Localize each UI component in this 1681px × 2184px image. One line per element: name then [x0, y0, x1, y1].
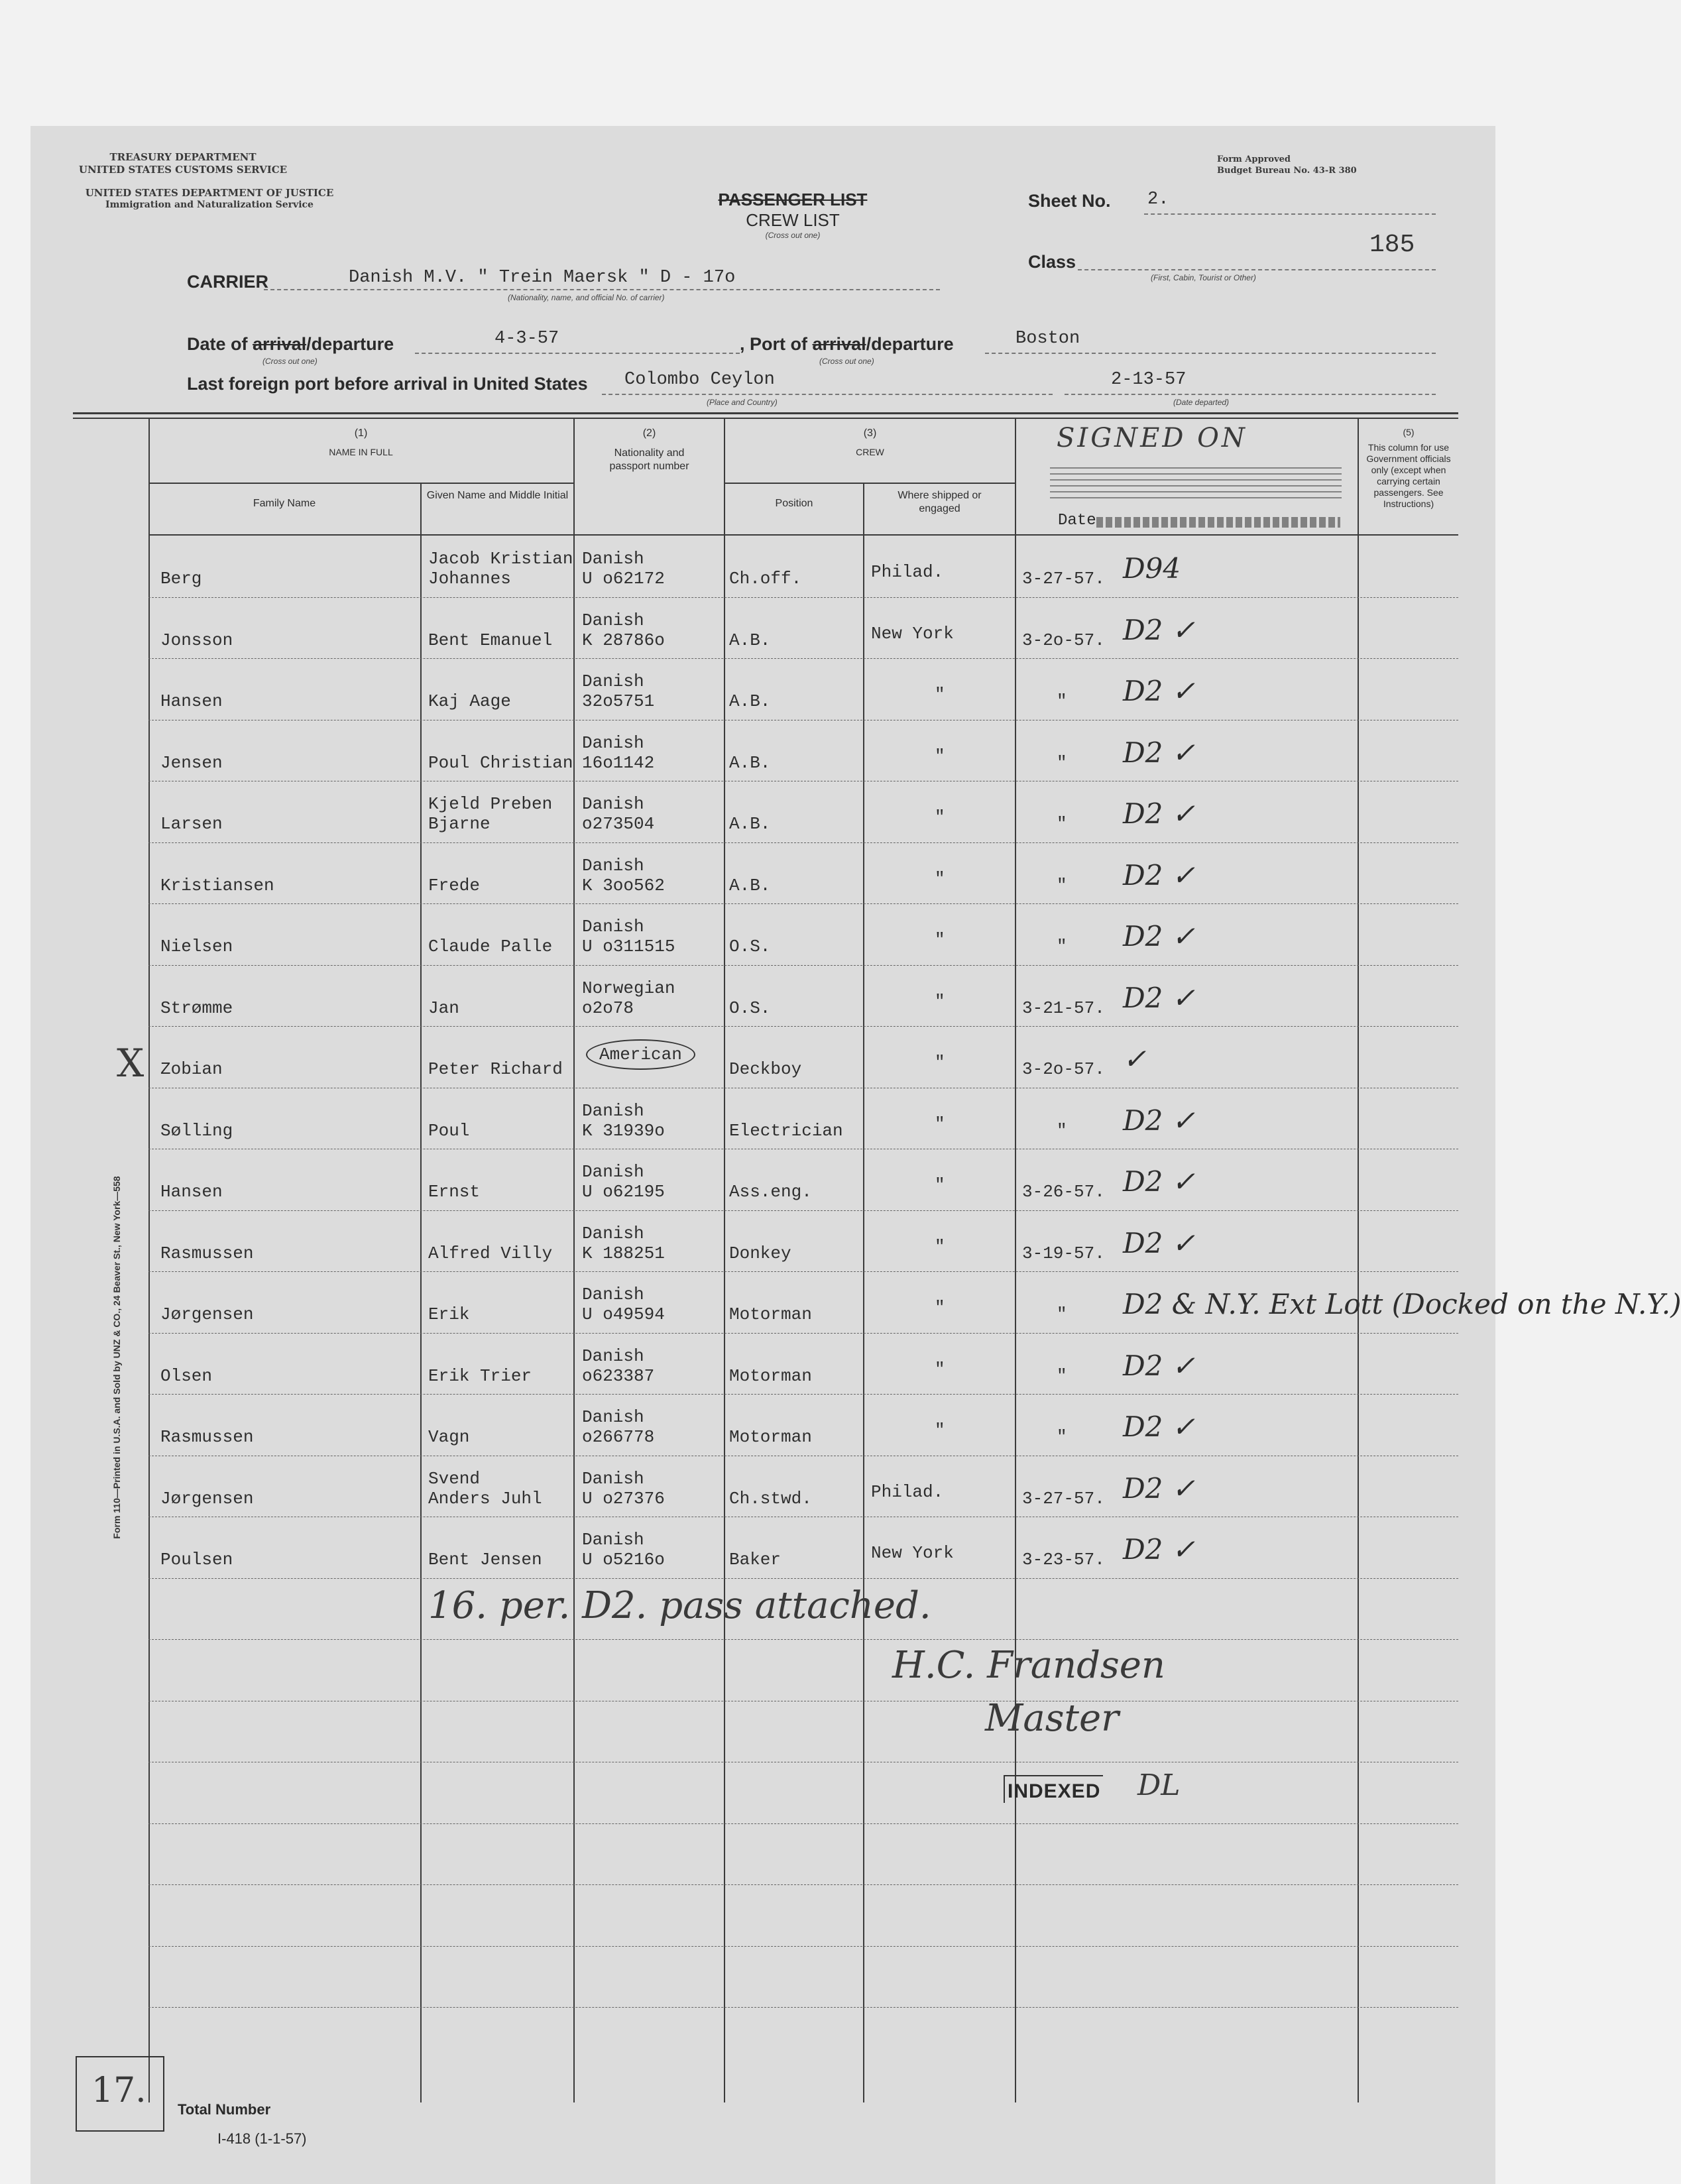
form-code: I-418 (1-1-57): [217, 2130, 307, 2147]
carrier-hint: (Nationality, name, and official No. of carrier): [508, 293, 665, 302]
family-name: Kristiansen: [160, 875, 274, 895]
d2-mark: D2 ✓: [1123, 1226, 1195, 1259]
table-row: [148, 1271, 1681, 1333]
row-divider: [148, 1823, 1458, 1824]
table-row: [148, 1088, 1458, 1149]
table-row: [148, 536, 1458, 597]
col1-num: (1): [354, 428, 368, 439]
date-line: [415, 353, 740, 354]
col2-num: (2): [642, 428, 656, 439]
budget-bureau-text: Budget Bureau No. 43-R 380: [1217, 166, 1357, 176]
signed-on-date: 3-23-57.: [1022, 1550, 1105, 1570]
nationality-passport: U o62195: [582, 1182, 665, 1202]
col4-struck-text: [1050, 463, 1342, 498]
col4-date-struck: [1096, 517, 1340, 528]
d2-mark: D2 ✓: [1123, 1104, 1195, 1137]
signed-on-date: 3-2o-57.: [1022, 1059, 1105, 1079]
given-name: Bjarne: [428, 814, 491, 834]
sheet-line: [1144, 213, 1436, 215]
table-row: [148, 720, 1458, 781]
crew-position: Motorman: [729, 1365, 812, 1386]
date-departed-value: 2-13-57: [1111, 370, 1187, 390]
agency-header-justice: [37, 187, 382, 211]
nationality-passport: o623387: [582, 1365, 655, 1386]
crew-position: A.B.: [729, 752, 771, 773]
col4-date-label: Date: [1058, 512, 1096, 530]
position-header: Position: [775, 498, 813, 509]
last-port-label: Last foreign port before arrival in United States: [187, 374, 588, 394]
col2-title: Nationality and passport number: [609, 447, 689, 472]
where-shipped: ": [935, 930, 945, 950]
last-port-line: [602, 394, 1053, 395]
last-port-value: Colombo Ceylon: [624, 370, 775, 390]
sheet-value: 2.: [1147, 190, 1169, 209]
d2-mark: D2 ✓: [1123, 920, 1195, 952]
where-shipped: New York: [871, 1543, 954, 1563]
table-row: [148, 965, 1458, 1027]
crew-position: Deckboy: [729, 1059, 802, 1079]
date-label-suffix: /departure: [306, 334, 394, 354]
signed-on-date: ": [1057, 1427, 1067, 1447]
signed-on-date: 3-2o-57.: [1022, 630, 1105, 650]
family-name: Rasmussen: [160, 1427, 254, 1447]
header-rule-1: [73, 412, 1458, 414]
crew-position: A.B.: [729, 875, 771, 895]
port-label-prefix: Port of: [750, 334, 808, 354]
signed-on-date: ": [1057, 1365, 1067, 1386]
crew-list-title: CREW LIST: [746, 210, 840, 230]
crew-position: Ass.eng.: [729, 1182, 812, 1202]
d2-mark: D2 ✓: [1123, 981, 1195, 1014]
nationality-passport: Danish: [582, 1285, 644, 1304]
where-shipped: ": [935, 685, 945, 705]
nationality-passport: Danish: [582, 610, 644, 630]
where-shipped: ": [935, 746, 945, 766]
date-value: 4-3-57: [494, 329, 559, 349]
signed-on-date: ": [1057, 1120, 1067, 1141]
nationality-passport: 32o5751: [582, 691, 655, 711]
nationality-passport: Danish: [582, 1407, 644, 1427]
table-row: [148, 1210, 1458, 1272]
signed-on-date: ": [1057, 937, 1067, 956]
crew-rows: [148, 536, 1681, 2102]
date-departed-hint: (Date departed): [1173, 398, 1230, 407]
nationality-passport: U o5216o: [582, 1550, 665, 1570]
given-name: Svend: [428, 1468, 481, 1489]
nationality-passport: o273504: [582, 814, 655, 834]
nationality-passport: K 28786o: [582, 630, 665, 650]
where-shipped: ": [935, 868, 945, 889]
form-approved-text: Form Approved: [1217, 154, 1291, 164]
nationality-passport: Danish: [582, 1162, 644, 1182]
d2-mark: D2 ✓: [1123, 797, 1195, 830]
crew-position: Ch.stwd.: [729, 1488, 812, 1509]
port-label: , Port of arrival/departure: [740, 334, 954, 354]
where-shipped: ": [935, 1175, 945, 1195]
where-shipped: Philad.: [871, 1481, 944, 1502]
master-signature: H.C. Frandsen: [892, 1644, 1165, 1687]
side-print-container: [110, 1061, 123, 1657]
where-shipped: ": [935, 1114, 945, 1134]
stamp-number: 185: [1369, 231, 1415, 259]
family-name: Strømme: [160, 998, 233, 1018]
margin-x-mark: X: [117, 1041, 145, 1086]
where-shipped-header: Where shipped or engaged: [898, 490, 982, 514]
col5-num: (5): [1403, 427, 1415, 437]
port-value: Boston: [1015, 329, 1080, 349]
crew-position: A.B.: [729, 630, 771, 650]
nationality-passport: Danish: [582, 1346, 644, 1366]
port-label-struck: arrival: [812, 334, 866, 354]
nationality-passport: Danish: [582, 1530, 644, 1550]
signed-on-date: ": [1057, 691, 1067, 711]
date-departed-line: [1065, 394, 1436, 395]
where-shipped: ": [935, 1236, 945, 1257]
form-approved: [1217, 154, 1357, 176]
crew-position: Baker: [729, 1550, 782, 1570]
class-label: Class: [1028, 252, 1076, 272]
crew-table: [148, 419, 1681, 2102]
table-row: [148, 1456, 1458, 1517]
nationality-passport: 16o1142: [582, 752, 655, 773]
crew-position: O.S.: [729, 937, 771, 956]
place-hint: (Place and Country): [707, 398, 778, 407]
signed-on-date: 3-27-57.: [1022, 569, 1105, 589]
given-name: Bent Emanuel: [428, 630, 553, 650]
family-name: Hansen: [160, 1182, 223, 1202]
nationality-passport: Danish: [582, 671, 644, 691]
list-title-block: [693, 190, 892, 240]
signed-on-date: 3-19-57.: [1022, 1243, 1105, 1263]
table-row: [148, 1333, 1458, 1395]
col1-title: NAME IN FULL: [329, 447, 393, 457]
crew-position: Electrician: [729, 1120, 843, 1141]
total-number-value: 17.: [91, 2071, 146, 2110]
family-name: Jensen: [160, 752, 223, 773]
given-name: Poul: [428, 1120, 470, 1141]
port-label-suffix: /departure: [866, 334, 954, 354]
carrier-line: [264, 289, 940, 290]
agency-line-2: UNITED STATES CUSTOMS SERVICE: [78, 164, 288, 176]
port-line: [985, 353, 1436, 354]
crew-position: A.B.: [729, 814, 771, 834]
table-row: [148, 597, 1458, 659]
port-cross-out-hint: (Cross out one): [819, 357, 874, 366]
given-name: Ernst: [428, 1182, 481, 1202]
given-name: Vagn: [428, 1427, 470, 1447]
given-name: Bent Jensen: [428, 1550, 542, 1570]
family-name: Berg: [160, 569, 202, 589]
nationality-passport: U o27376: [582, 1488, 665, 1509]
side-print: Form 110—Printed in U.S.A. and Sold by UNZ & CO., 24 Beaver St., New York—558: [111, 1176, 122, 1539]
given-name: Kaj Aage: [428, 691, 511, 711]
family-name: Poulsen: [160, 1550, 233, 1570]
nationality-passport: Danish: [582, 1223, 644, 1243]
table-row: [148, 903, 1458, 965]
family-name: Nielsen: [160, 937, 233, 956]
nationality-passport: U o49594: [582, 1304, 665, 1324]
sheet-label: Sheet No.: [1028, 191, 1111, 211]
d2-mark: D94: [1123, 552, 1181, 585]
table-row: [148, 1394, 1458, 1456]
where-shipped: New York: [871, 623, 954, 644]
where-shipped: ": [935, 1359, 945, 1379]
nationality-passport: o266778: [582, 1427, 655, 1447]
nationality-passport: Danish: [582, 732, 644, 753]
nationality-passport: o2o78: [582, 998, 634, 1018]
family-name: Jonsson: [160, 630, 233, 650]
agency-line-3: UNITED STATES DEPARTMENT OF JUSTICE: [85, 187, 334, 199]
signed-on-date: 3-26-57.: [1022, 1182, 1105, 1202]
class-line: [1078, 269, 1436, 270]
d2-mark: D2 & N.Y. Ext Lott (Docked on the N.Y.): [1123, 1288, 1681, 1320]
d2-mark: D2 ✓: [1123, 675, 1195, 707]
carrier-label: CARRIER: [187, 272, 269, 292]
where-shipped: ": [935, 1420, 945, 1440]
given-name: Erik Trier: [428, 1365, 532, 1386]
crew-position: Motorman: [729, 1427, 812, 1447]
given-name: Jan: [428, 998, 459, 1018]
given-name: Frede: [428, 875, 481, 895]
d2-mark: D2 ✓: [1123, 1165, 1195, 1198]
nationality-passport: K 188251: [582, 1243, 665, 1263]
given-name: Poul Christian: [428, 752, 573, 773]
d2-mark: D2 ✓: [1123, 1533, 1195, 1566]
agency-line-4: Immigration and Naturalization Service: [105, 200, 314, 210]
date-label-prefix: Date of: [187, 334, 248, 354]
col5-title: This column for use Government officials only (except when carrying certain passengers. See Instructions): [1366, 442, 1451, 509]
nationality-passport: U o62172: [582, 569, 665, 589]
d2-mark: D2 ✓: [1123, 736, 1195, 769]
table-row: [148, 1026, 1458, 1088]
signed-on-date: 3-27-57.: [1022, 1488, 1105, 1509]
family-name: Hansen: [160, 691, 223, 711]
total-number-label: Total Number: [178, 2101, 271, 2118]
col5-header: [1359, 427, 1458, 510]
table-row: [148, 781, 1458, 842]
nationality-passport: Danish: [582, 794, 644, 814]
nationality-passport: U o311515: [582, 937, 675, 956]
given-name: Erik: [428, 1304, 470, 1324]
crew-position: Ch.off.: [729, 569, 802, 589]
table-row: [148, 658, 1458, 720]
passenger-list-struck: PASSENGER LIST: [718, 190, 868, 209]
indexed-stamp: INDEXED: [1004, 1775, 1103, 1803]
given-name: Anders Juhl: [428, 1488, 542, 1509]
signed-on-date: ": [1057, 875, 1067, 895]
class-hint: (First, Cabin, Tourist or Other): [1151, 273, 1256, 282]
nationality-passport: Danish: [582, 917, 644, 937]
col3-num: (3): [863, 428, 877, 439]
signed-on-date: ": [1057, 752, 1067, 773]
carrier-value: Danish M.V. " Trein Maersk " D - 17o: [349, 268, 736, 288]
col3-title: CREW: [856, 447, 884, 457]
where-shipped: ": [935, 1053, 945, 1072]
row-divider: [148, 1884, 1458, 1885]
nationality-passport: K 31939o: [582, 1120, 665, 1141]
nationality: American: [586, 1039, 695, 1070]
indexed-initials: DL: [1137, 1768, 1181, 1802]
where-shipped: ": [935, 991, 945, 1011]
given-name: Alfred Villy: [428, 1243, 553, 1263]
cross-out-hint: (Cross out one): [765, 231, 821, 240]
nationality-passport: Danish: [582, 855, 644, 876]
family-name: Rasmussen: [160, 1243, 254, 1263]
master-title-handwritten: Master: [985, 1697, 1119, 1740]
agency-line-1: TREASURY DEPARTMENT: [109, 151, 257, 163]
total-number-box: [76, 2056, 164, 2132]
row-divider: [148, 1946, 1458, 1947]
where-shipped: ": [935, 807, 945, 827]
table-row: [148, 1517, 1458, 1578]
row-divider: [148, 1578, 1458, 1579]
col1-header: [148, 427, 573, 459]
agency-header: [77, 151, 289, 176]
d2-mark: D2 ✓: [1123, 1349, 1195, 1382]
family-name: Jørgensen: [160, 1304, 254, 1324]
given-name: Jacob Kristian: [428, 549, 573, 569]
family-name: Olsen: [160, 1365, 213, 1386]
nationality-passport: Norwegian: [582, 978, 675, 998]
row-divider: [148, 2007, 1458, 2008]
d2-mark: D2 ✓: [1123, 1410, 1195, 1443]
d2-mark: D2 ✓: [1123, 858, 1195, 891]
passes-attached-note: 16. per. D2. pass attached.: [428, 1584, 931, 1627]
date-label: [187, 334, 394, 355]
d2-mark: D2 ✓: [1123, 1471, 1195, 1505]
crew-position: Motorman: [729, 1304, 812, 1324]
family-name-header: Family Name: [253, 498, 316, 509]
nationality-passport: K 3oo562: [582, 875, 665, 895]
family-name: Jørgensen: [160, 1488, 254, 1509]
given-name: Peter Richard: [428, 1059, 563, 1079]
table-row: [148, 1149, 1458, 1210]
nationality-passport: Danish: [582, 549, 644, 569]
where-shipped: ": [935, 1298, 945, 1318]
given-name: Johannes: [428, 569, 511, 589]
family-name: Zobian: [160, 1059, 223, 1079]
signed-on-date: ": [1057, 814, 1067, 834]
crew-position: O.S.: [729, 998, 771, 1018]
row-divider: [148, 1639, 1458, 1640]
where-shipped: Philad.: [871, 562, 944, 582]
crew-position: A.B.: [729, 691, 771, 711]
given-name: Claude Palle: [428, 937, 553, 956]
signed-on-date: 3-21-57.: [1022, 998, 1105, 1018]
d2-mark: ✓: [1123, 1043, 1147, 1075]
crew-position: Donkey: [729, 1243, 791, 1263]
table-row: [148, 842, 1458, 904]
nationality-passport: Danish: [582, 1100, 644, 1121]
col2-header: [575, 427, 724, 473]
family-name: Larsen: [160, 814, 223, 834]
given-name: Kjeld Preben: [428, 794, 553, 814]
nationality-passport: Danish: [582, 1468, 644, 1489]
date-cross-out-hint: (Cross out one): [262, 357, 318, 366]
date-label-struck: arrival: [253, 334, 307, 354]
crew-list-sheet: [30, 126, 1681, 2184]
signed-on-handwritten: SIGNED ON: [1057, 423, 1247, 453]
family-name: Sølling: [160, 1120, 233, 1141]
given-name-header: Given Name and Middle Initial: [426, 490, 569, 501]
signed-on-date: ": [1057, 1304, 1067, 1324]
d2-mark: D2 ✓: [1123, 613, 1195, 646]
col3-header: [725, 427, 1015, 459]
